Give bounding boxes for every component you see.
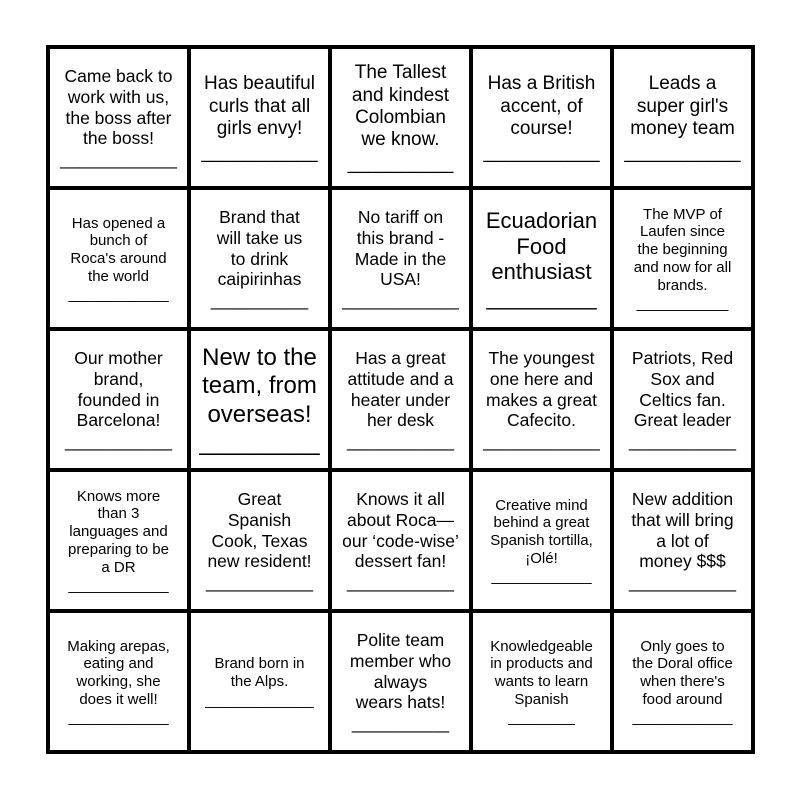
- signature-line: ____________: [68, 709, 169, 727]
- bingo-cell-text: The Tallest and kindest Colombian we know.: [351, 62, 450, 151]
- bingo-cell[interactable]: [48, 470, 189, 611]
- bingo-cell[interactable]: [471, 470, 612, 611]
- bingo-cell-text: Has beautiful curls that all girls envy!: [204, 73, 315, 140]
- signature-line: __________: [347, 152, 454, 174]
- signature-line: ___________: [64, 431, 173, 452]
- signature-line: ___________: [346, 431, 455, 452]
- bingo-cell-text: No tariff on this brand - Made in the USA!: [354, 207, 447, 290]
- signature-line: ____________: [68, 286, 169, 304]
- signature-line: ___________: [201, 141, 318, 163]
- bingo-cell[interactable]: [471, 329, 612, 470]
- bingo-cell[interactable]: [330, 47, 471, 188]
- bingo-cell[interactable]: [189, 611, 330, 752]
- bingo-cell-text: Brand that will take us to drink caipirinhas: [216, 207, 303, 290]
- bingo-cell-text: Came back to work with us, the boss after the boss!: [64, 66, 173, 149]
- signature-line: ________: [508, 709, 575, 727]
- bingo-cell[interactable]: [330, 188, 471, 329]
- signature-line: ___________: [624, 141, 741, 163]
- signature-line: ___________: [346, 572, 455, 593]
- signature-line: _____________: [205, 691, 314, 709]
- bingo-cell[interactable]: [612, 47, 753, 188]
- signature-line: ___________: [628, 431, 737, 452]
- bingo-cell[interactable]: [612, 611, 753, 752]
- bingo-cell[interactable]: [189, 188, 330, 329]
- signature-line: ____________: [342, 290, 459, 311]
- bingo-cell[interactable]: [330, 470, 471, 611]
- signature-line: ____________: [68, 577, 169, 595]
- bingo-cell[interactable]: [189, 47, 330, 188]
- signature-line: ____________: [483, 431, 600, 452]
- signature-line: ___________: [205, 572, 314, 593]
- bingo-cell[interactable]: [612, 188, 753, 329]
- signature-line: ___________: [636, 295, 729, 313]
- bingo-cell[interactable]: [471, 47, 612, 188]
- bingo-cell[interactable]: [471, 188, 612, 329]
- bingo-cell-text: Polite team member who always wears hats!: [349, 630, 452, 713]
- bingo-cell[interactable]: [48, 329, 189, 470]
- bingo-cell-text: Knows it all about Roca— our ‘code-wise’ dessert fan!: [342, 489, 459, 572]
- bingo-cell-text: Knows more than 3 languages and preparing to be a DR: [68, 487, 169, 576]
- bingo-cell-text: Knowledgeable in products and wants to learn Spanish: [490, 637, 593, 708]
- bingo-cell-text: Only goes to the Doral office when there's food around: [632, 637, 733, 708]
- bingo-cell[interactable]: [612, 470, 753, 611]
- bingo-cell[interactable]: [189, 329, 330, 470]
- signature-line: __________: [210, 290, 309, 311]
- bingo-cell[interactable]: [330, 611, 471, 752]
- bingo-cell-text: Making arepas, eating and working, she does it well!: [67, 637, 170, 708]
- signature-line: ____________: [491, 568, 592, 586]
- bingo-cell-text: Ecuadorian Food enthusiast: [485, 207, 598, 285]
- signature-line: ___________: [628, 572, 737, 593]
- bingo-cell[interactable]: [48, 47, 189, 188]
- bingo-cell-text: Has a great attitude and a heater under her desk: [347, 348, 454, 431]
- bingo-cell-text: New to the team, from overseas!: [202, 344, 317, 428]
- signature-line: _________: [199, 428, 320, 456]
- bingo-cell[interactable]: [48, 611, 189, 752]
- signature-line: ____________: [60, 149, 177, 170]
- bingo-cell-text: Has opened a bunch of Roca's around the world: [70, 214, 167, 285]
- bingo-cell-text: Great Spanish Cook, Texas new resident!: [207, 489, 312, 572]
- bingo-cell-text: Creative mind behind a great Spanish tortilla, ¡Olé!: [490, 496, 593, 567]
- bingo-board: [46, 45, 755, 754]
- signature-line: __________: [351, 713, 450, 734]
- bingo-cell-text: Patriots, Red Sox and Celtics fan. Great leader: [631, 348, 734, 431]
- bingo-cell[interactable]: [330, 329, 471, 470]
- bingo-cell-text: Leads a super girl's money team: [630, 73, 735, 140]
- bingo-cell-text: Brand born in the Alps.: [214, 655, 305, 690]
- signature-line: ___________: [483, 141, 600, 163]
- bingo-cell[interactable]: [48, 188, 189, 329]
- bingo-cell-text: The MVP of Laufen since the beginning and now for all brands.: [633, 205, 732, 294]
- signature-line: ____________: [632, 709, 733, 727]
- bingo-cell-text: Has a British accent, of course!: [487, 73, 596, 140]
- bingo-cell-text: Our mother brand, founded in Barcelona!: [74, 348, 163, 431]
- bingo-cell-text: New addition that will bring a lot of money $$$: [631, 489, 734, 572]
- bingo-cell[interactable]: [612, 329, 753, 470]
- bingo-cell-text: The youngest one here and makes a great Cafecito.: [486, 348, 597, 431]
- signature-line: _________: [486, 285, 597, 311]
- bingo-cell[interactable]: [189, 470, 330, 611]
- bingo-cell[interactable]: [471, 611, 612, 752]
